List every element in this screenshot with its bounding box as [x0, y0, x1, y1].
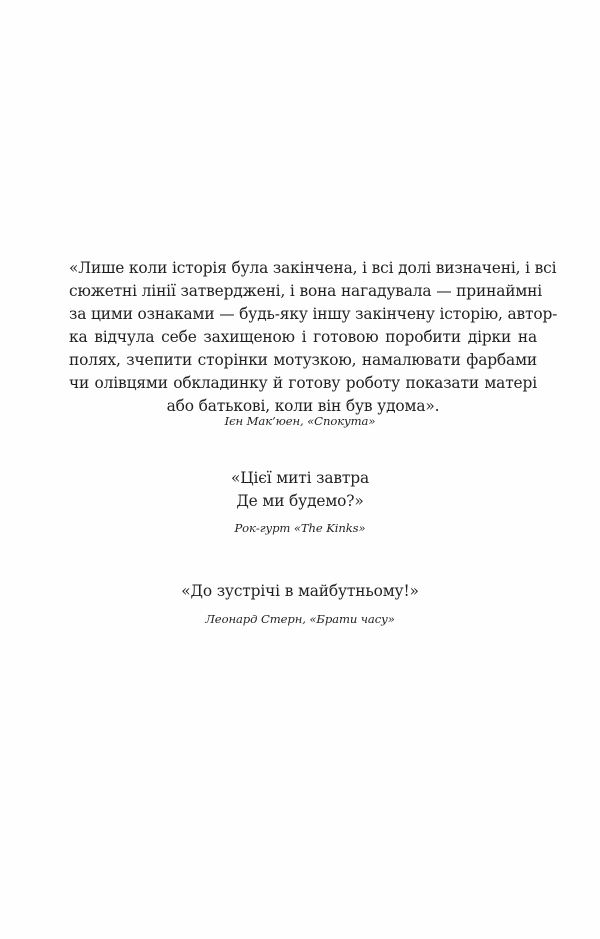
quote-line: полях, зчепити сторінки мотузкою, намалювати фарбами — [69, 351, 537, 369]
quote-line: «Лише коли історія була закінчена, і всі долі визначені, і всі — [69, 259, 557, 277]
quote-line: ка відчула себе захищеною і готовою поробити дірки на — [69, 328, 537, 346]
quote-line: Де ми будемо?» — [236, 492, 364, 510]
epigraph-stern-attribution: Леонард Стерн, «Брати часу» — [205, 612, 395, 626]
epigraph-mcewan-quote — [69, 257, 558, 418]
epigraph-kinks-quote — [0, 467, 600, 513]
quote-line: чи олівцями обкладинку й готову роботу показати матері — [69, 374, 537, 392]
quote-line: «До зустрічі в майбутньому!» — [181, 582, 419, 600]
quote-line: або батькові, коли він був удома». — [166, 397, 440, 415]
epigraph-mcewan-attribution: Ієн Мак’юен, «Спокута» — [224, 414, 376, 428]
epigraph-stern-quote — [0, 580, 600, 603]
quote-line: за цими ознаками — будь-яку іншу закінчену історію, автор- — [69, 305, 558, 323]
quote-line: сюжетні лінії затверджені, і вона нагадувала — принаймні — [69, 282, 543, 300]
quote-line: «Цієї миті завтра — [231, 469, 369, 487]
epigraph-kinks-attribution: Рок-гурт «The Kinks» — [234, 521, 366, 535]
